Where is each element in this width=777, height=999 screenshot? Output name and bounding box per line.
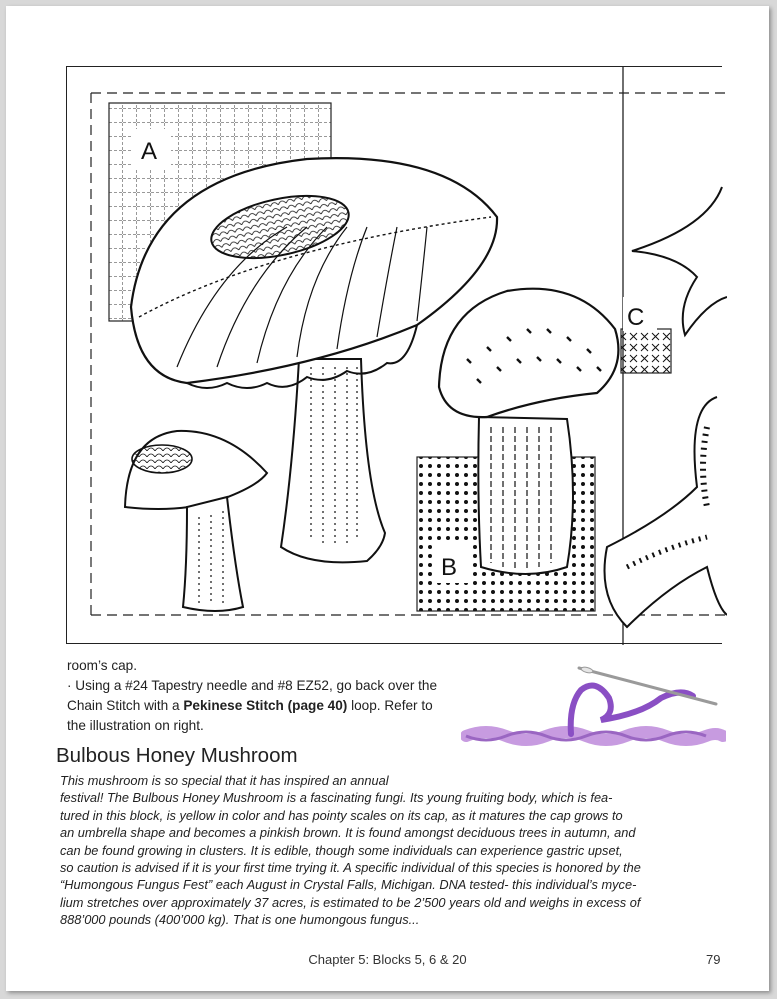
block-a-label: A — [141, 138, 158, 165]
embroidery-pattern-figure — [66, 66, 722, 644]
section-body — [60, 772, 720, 929]
instruction-line: · Using a #24 Tapestry needle and #8 EZ52, go back over the — [67, 678, 438, 693]
footer-chapter: Chapter 5: Blocks 5, 6 & 20 — [308, 952, 467, 967]
section-title: Bulbous Honey Mushroom — [56, 744, 298, 767]
body-line: tured in this block, is yellow in color and has pointy scales on its cap, as it matures the cap grows to — [60, 807, 623, 823]
instruction-line — [67, 696, 467, 716]
body-line: so caution is advised if it is your first time trying it. A specific individual of this species is honored by the — [60, 860, 641, 876]
block-b-label: B — [441, 554, 458, 581]
body-line: 888’000 pounds (400’000 kg). That is one humongous fungus... — [60, 912, 420, 928]
page-number: 79 — [706, 952, 721, 967]
body-line: an umbrella shape and becomes a pinkish brown. It is found amongst deciduous trees in autumn, and — [60, 825, 636, 841]
instruction-fragment: Chain Stitch with a — [67, 698, 184, 713]
block-c — [621, 297, 671, 373]
body-line: festival! The Bulbous Honey Mushroom is a fascinating fungi. Its young fruiting body, which is fea- — [60, 790, 613, 806]
instruction-line: room’s cap. — [67, 658, 138, 673]
instruction-fragment: loop. Refer to — [347, 698, 433, 713]
instruction-text — [67, 656, 467, 736]
book-page — [6, 6, 769, 991]
small-mushroom — [125, 431, 267, 611]
stitch-reference-link: Pekinese Stitch (page 40) — [183, 698, 348, 713]
block-c-label: C — [627, 304, 645, 331]
body-line: lium stretches over approximately 37 acres, is estimated to be 2’500 years old and weighs in excess of — [60, 894, 641, 910]
mushroom-pattern-drawing — [67, 67, 727, 645]
body-line: “Humongous Fungus Fest” each August in Crystal Falls, Michigan. DNA tested- this individual’s myce- — [60, 877, 637, 893]
instruction-line: the illustration on right. — [67, 718, 204, 733]
body-line: can be found growing in clusters. It is edible, though some individuals can experience gastric upset, — [60, 842, 623, 858]
pekinese-stitch-illustration — [461, 654, 726, 754]
body-line: This mushroom is so special that it has inspired an annual — [60, 773, 389, 788]
